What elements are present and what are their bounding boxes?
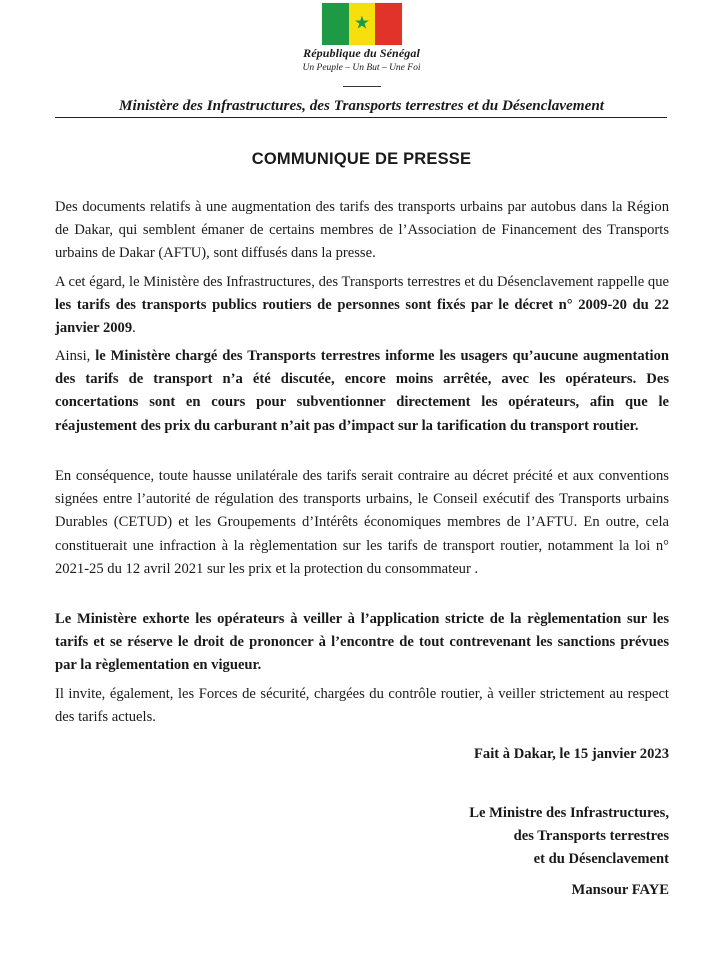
paragraph-2 <box>55 271 669 341</box>
ministry-heading: Ministère des Infrastructures, des Transports terrestres et du Désenclavement <box>118 97 605 114</box>
flag-green-band <box>322 3 349 45</box>
flag-red-band <box>375 3 402 45</box>
paragraph-2-end: . <box>132 320 136 337</box>
senegal-flag-icon <box>322 3 402 45</box>
paragraph-5-bold: Le Ministère exhorte les opérateurs à veiller à l’application stricte de la règlementation sur les tarifs et se réserve le droit de prononcer à l’encontre de tout contrevenant les sanctions prévues par la règlementation en vigueur. <box>55 611 669 674</box>
paragraph-4 <box>55 465 669 581</box>
green-star-icon: ★ <box>353 12 371 34</box>
paragraph-1 <box>55 196 669 266</box>
signatory-line-3: et du Désenclavement <box>533 851 669 867</box>
place-date: Fait à Dakar, le 15 janvier 2023 <box>474 746 669 762</box>
paragraph-4-text: En conséquence, toute hausse unilatérale des tarifs serait contraire au décret précité et aux conventions signées entre l’autorité de régulation des transports urbains, le Conseil exécutif des Transports urbains Durables (CETUD) et les Groupements d’Intérêts économiques membres de l’AFTU. En outre, cela constituerait une infraction à la règlementation sur les tarifs de transport routier, notamment la loi n° 2021-25 du 12 avril 2021 sur les prix et la protection du consommateur . <box>55 468 669 577</box>
paragraph-3-bold: le Ministère chargé des Transports terrestres informe les usagers qu’aucune augmentation des tarifs de transport n’a été discutée, encore moins arrêtée, avec les opérateurs. Des concertations sont en cours pour subventionner directement les opérateurs, afin que le réajustement des prix du carburant n’ait pas d’impact sur la tarification du transport routier. <box>55 348 669 434</box>
paragraph-5 <box>55 608 669 678</box>
signatory-line-1: Le Ministre des Infrastructures, <box>469 805 669 821</box>
paragraph-6-text: Il invite, également, les Forces de sécurité, chargées du contrôle routier, à veiller strictement au respect des tarifs actuels. <box>55 686 669 726</box>
paragraph-3 <box>55 345 669 438</box>
national-motto: Un Peuple – Un But – Une Foi <box>302 63 421 73</box>
republic-heading: République du Sénégal <box>303 46 420 60</box>
document-title: COMMUNIQUE DE PRESSE <box>251 150 472 168</box>
signatory-line-2: des Transports terrestres <box>513 828 669 844</box>
paragraph-1-text: Des documents relatifs à une augmentation des tarifs des transports urbains par autobus dans la Région de Dakar, qui semblent émaner de certains membres de l’Association de Financement des Transports urbains de Dakar (AFTU), sont diffusés dans la presse. <box>55 199 669 262</box>
motto-divider <box>343 86 381 87</box>
signatory-block <box>469 802 669 871</box>
header-divider <box>55 117 667 118</box>
paragraph-2-text: A cet égard, le Ministère des Infrastructures, des Transports terrestres et du Désenclavement rappelle que <box>55 274 669 290</box>
paragraph-3-text: Ainsi, <box>55 348 96 364</box>
paragraph-2-bold: les tarifs des transports publics routiers de personnes sont fixés par le décret n° 2009-20 du 22 janvier 2009 <box>55 297 669 337</box>
flag-yellow-band <box>349 3 376 45</box>
paragraph-6 <box>55 683 669 729</box>
signatory-name: Mansour FAYE <box>571 882 669 898</box>
